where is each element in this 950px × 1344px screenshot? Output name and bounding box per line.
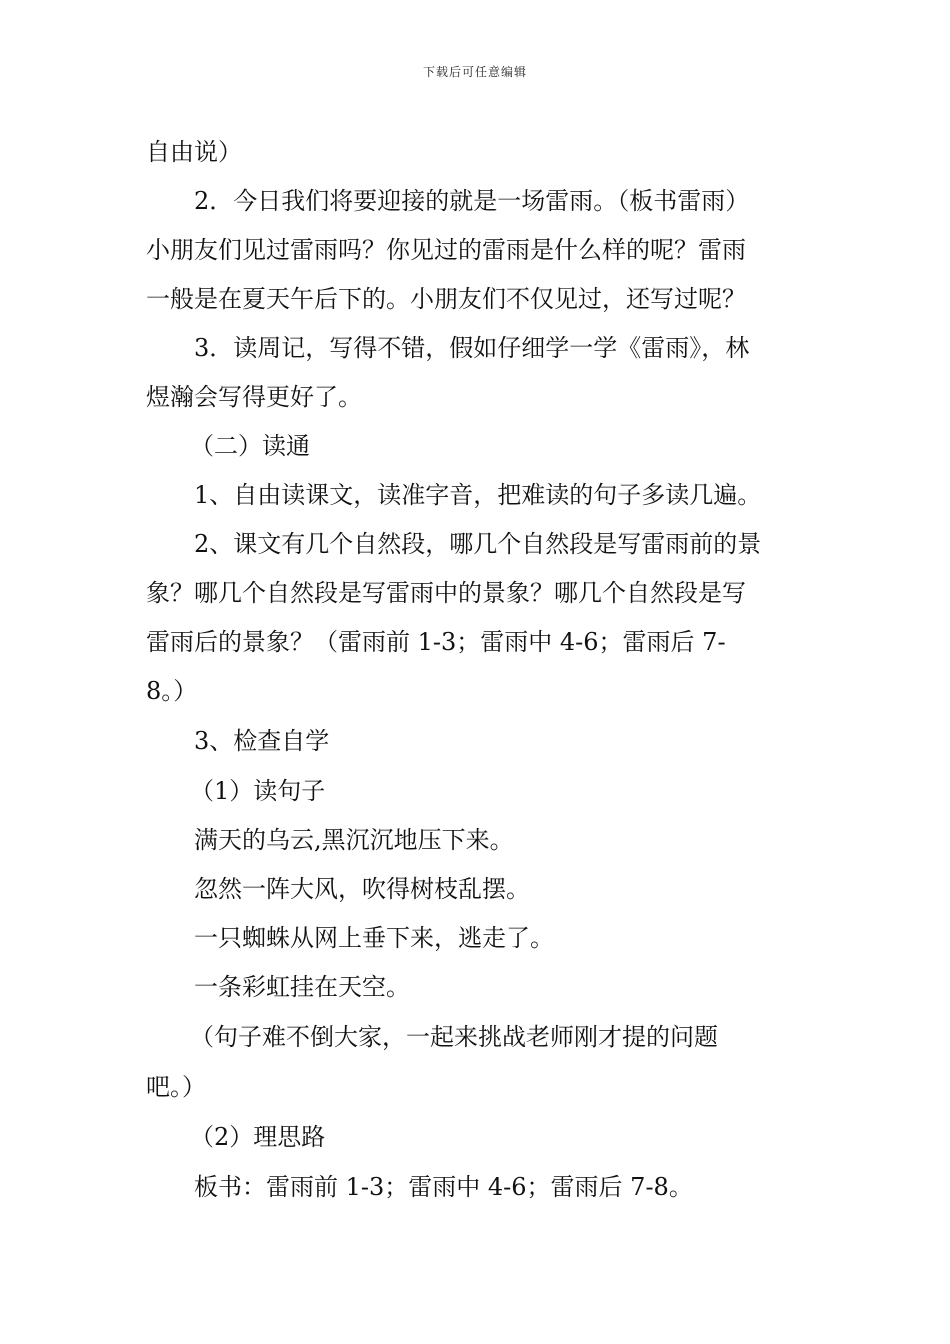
paragraph-line: 雷雨后的景象？（雷雨前 1-3；雷雨中 4-6；雷雨后 7-	[146, 628, 726, 656]
page-header: 下载后可任意编辑	[422, 65, 527, 79]
paragraph-line: （句子难不倒大家，一起来挑战老师刚才提的问题	[190, 1023, 718, 1051]
paragraph-line: 8。）	[146, 677, 198, 705]
board-notes-line: 板书：雷雨前 1-3；雷雨中 4-6；雷雨后 7-8。	[194, 1173, 693, 1201]
paragraph-line: 小朋友们见过雷雨吗？你见过的雷雨是什么样的呢？雷雨	[146, 236, 746, 264]
subsection-heading: 3、检查自学	[194, 727, 330, 755]
section-heading: （二）读通	[190, 432, 310, 460]
sentence-line: 满天的乌云,黑沉沉地压下来。	[194, 826, 514, 854]
subsection-heading: （1）读句子	[190, 777, 326, 805]
paragraph-line: 2、课文有几个自然段，哪几个自然段是写雷雨前的景	[194, 530, 762, 558]
document-body	[146, 128, 806, 1212]
paragraph-line: 1、自由读课文，读准字音，把难读的句子多读几遍。	[194, 481, 762, 509]
paragraph-line: 吧。）	[146, 1073, 206, 1101]
sentence-line: 忽然一阵大风，吹得树枝乱摆。	[194, 875, 530, 903]
paragraph-line: 自由说）	[146, 138, 242, 166]
paragraph-line: 煜瀚会写得更好了。	[146, 383, 362, 411]
sentence-line: 一条彩虹挂在天空。	[194, 973, 410, 1001]
subsection-heading: （2）理思路	[190, 1123, 326, 1151]
paragraph-line: 一般是在夏天午后下的。小朋友们不仅见过，还写过呢？	[146, 285, 746, 313]
paragraph-line: 象？哪几个自然段是写雷雨中的景象？哪几个自然段是写	[146, 579, 746, 607]
sentence-line: 一只蜘蛛从网上垂下来，逃走了。	[194, 924, 554, 952]
paragraph-line: 2．今日我们将要迎接的就是一场雷雨。（板书雷雨）	[194, 187, 750, 215]
paragraph-line: 3．读周记，写得不错，假如仔细学一学《雷雨》，林	[194, 334, 750, 362]
